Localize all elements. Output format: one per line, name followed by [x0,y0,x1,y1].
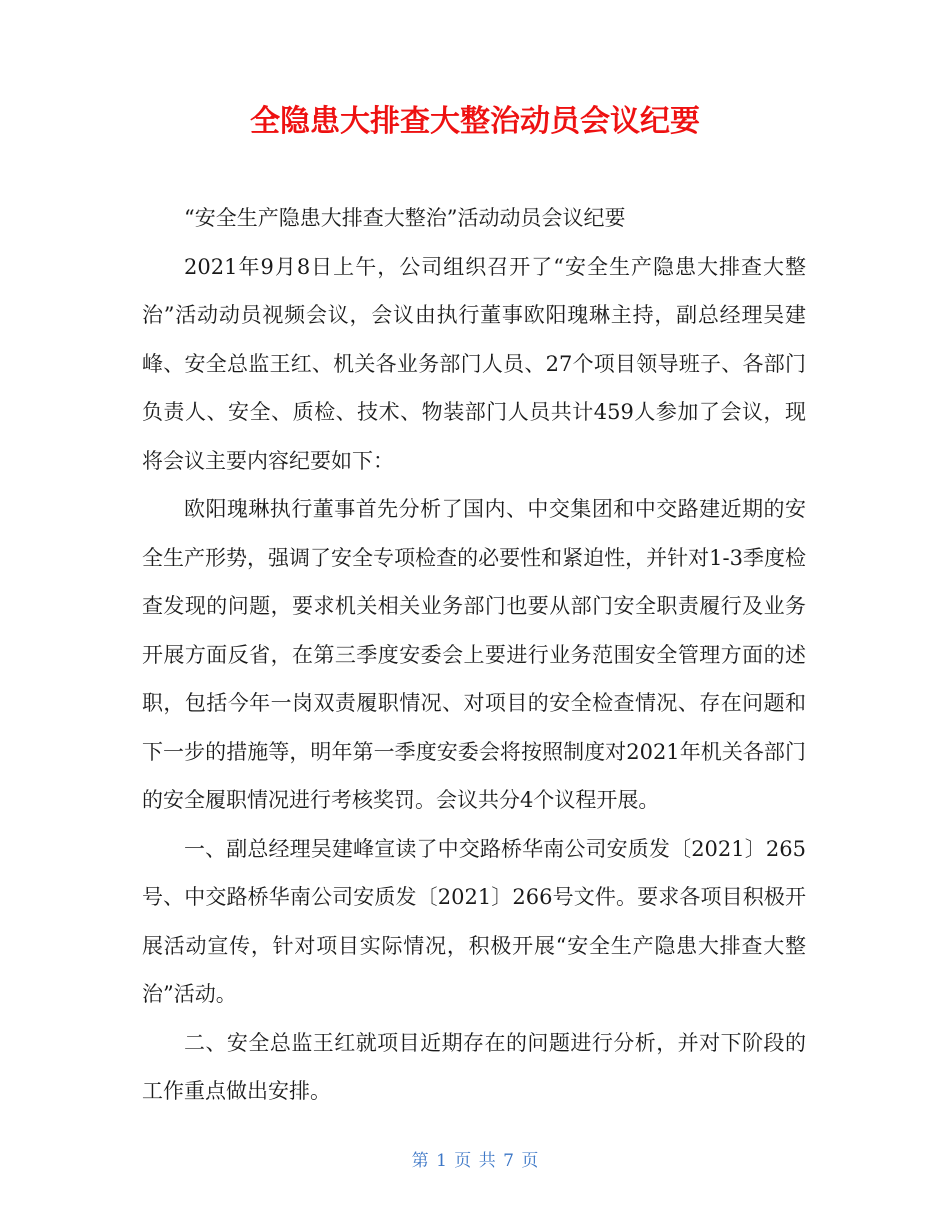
meeting-subtitle: “安全生产隐患大排查大整治”活动动员会议纪要 [184,206,626,230]
paragraph-item-two: 二、安全总监王红就项目近期存在的问题进行分析，并对下阶段的工作重点做出安排。 [142,1030,806,1103]
paragraph-intro: 2021年9月8日上午，公司组织召开了“安全生产隐患大排查大整治”活动动员视频会议，会议由执行董事欧阳瑰琳主持，副总经理吴建峰、安全总监王红、机关各业务部门人员、27个项目领导班子、各部门负责人、安全、质检、技术、物装部门人员共计459人参加了会议，现将会议主要内容纪要如下： [142,254,806,473]
document-body [142,194,806,1116]
document-title: 全隐患大排查大整治动员会议纪要 [250,104,700,139]
page-number-footer: 第 1 页 共 7 页 [411,1151,539,1171]
paragraph-item-one: 一、副总经理吴建峰宣读了中交路桥华南公司安质发〔2021〕265号、中交路桥华南公司安质发〔2021〕266号文件。要求各项目积极开展活动宣传，针对项目实际情况，积极开展“安全生产隐患大排查大整治”活动。 [142,836,806,1006]
paragraph-analysis: 欧阳瑰琳执行董事首先分析了国内、中交集团和中交路建近期的安全生产形势，强调了安全专项检查的必要性和紧迫性，并针对1-3季度检查发现的问题，要求机关相关业务部门也要从部门安全职责履行及业务开展方面反省，在第三季度安委会上要进行业务范围安全管理方面的述职，包括今年一岗双责履职情况、对项目的安全检查情况、存在问题和下一步的措施等，明年第一季度安委会将按照制度对2021年机关各部门的安全履职情况进行考核奖罚。会议共分4个议程开展。 [142,497,806,812]
